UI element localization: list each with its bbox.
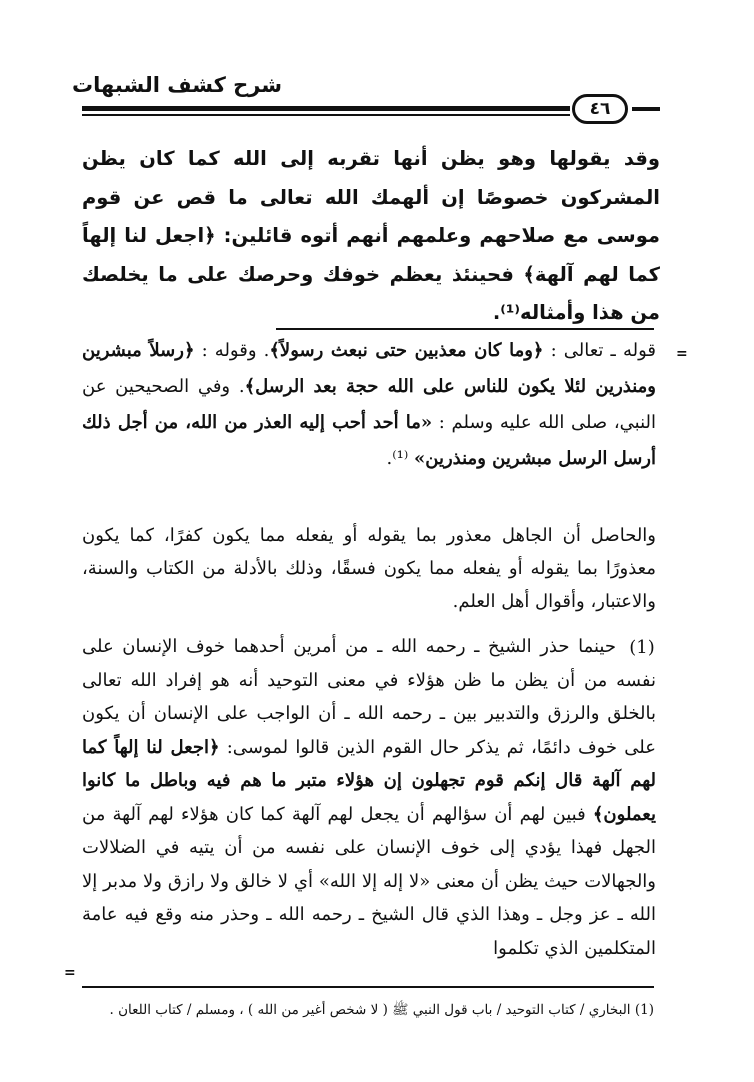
quote-text: . وفي الصحيحين عن النبي، صلى الله عليه وسلم : bbox=[82, 376, 656, 433]
header-rule-thick bbox=[82, 106, 570, 111]
quran-verse: ﴿اجعل لنا إلهاً كما لهم آلهة قال إنكم قوم تجهلون إن هؤلاء متبر ما هم فيه وباطل ما كانوا يعملون﴾ bbox=[82, 736, 656, 825]
quote-text: . وقوله : bbox=[194, 340, 270, 361]
quote-reference: ⁽¹⁾. bbox=[386, 448, 415, 469]
header-rule-right bbox=[632, 107, 660, 111]
page-number: ٤٦ bbox=[572, 94, 628, 124]
conclusion-paragraph: والحاصل أن الجاهل معذور بما يقوله أو يفعله مما يكون كفرًا، كما يكون معذورًا بما يقوله أو يفعله مما يكون فسقًا، وذلك بالأدلة من الكتاب والسنة، والاعتبار، وأقوال أهل العلم. bbox=[82, 525, 656, 612]
footnote-rule bbox=[82, 986, 654, 988]
bottom-footnote: (1) البخاري / كتاب التوحيد / باب قول النبي ﷺ ( لا شخص أغير من الله ) ، ومسلم / كتاب اللعان . bbox=[109, 1002, 654, 1018]
continuation-mark: = bbox=[64, 965, 76, 981]
quran-verse: ﴿رسلاً مبشرين ومنذرين لئلا يكون للناس على الله حجة بعد الرسل﴾ bbox=[82, 340, 656, 397]
footnote-marker: (1) bbox=[629, 637, 655, 658]
running-header-title: شرح كشف الشبهات bbox=[72, 73, 282, 97]
hadith-quote: «ما أحد أحب إليه العذر من الله، من أجل ذلك أرسل الرسل مبشرين ومنذرين» bbox=[82, 412, 656, 469]
section-divider bbox=[276, 328, 654, 330]
quran-verse: ﴿وما كان معذبين حتى نبعث رسولاً﴾ bbox=[269, 340, 544, 361]
footnote-commentary bbox=[82, 630, 656, 965]
footnote-text: فبين لهم أن سؤالهم أن يجعل لهم آلهة كما كان هؤلاء لهم آلهة من الجهل فهذا يؤدي إلى خوف الإنسان على نفسه من أن يتيه في الضلالات والجهالات حيث يظن أن معنى «لا إله إلا الله» أي لا خالق ولا رازق ولا مدبر إلا الله ـ عز وجل ـ وهذا الذي قال الشيخ ـ رحمه الله ـ وحذر منه وقع فيه عامة المتكلمين الذي تكلموا bbox=[82, 803, 656, 959]
quote-text: قوله ـ تعالى : bbox=[543, 340, 656, 361]
quote-paragraph bbox=[82, 333, 656, 477]
main-paragraph: وقد يقولها وهو يظن أنها تقربه إلى الله كما كان يظن المشركون خصوصًا إن ألهمك الله تعالى ما قص عن قوم موسى مع صلاحهم وعلمهم أنهم أتوه قائلين: ﴿اجعل لنا إلهاً كما لهم آلهة﴾ فحينئذ يعظم خوفك وحرصك على ما يخلصك من هذا وأمثاله⁽¹⁾. bbox=[82, 147, 660, 324]
header-rule-thin bbox=[82, 114, 570, 116]
continuation-mark: = bbox=[676, 346, 688, 362]
footnote-text: حينما حذر الشيخ ـ رحمه الله ـ من أمرين أحدهما خوف الإنسان على نفسه من أن يظن ما ظن هؤلاء في معنى التوحيد أنه هو إفراد الله تعالى بالخلق والرزق والتدبير بين ـ رحمه الله ـ أن الواجب على الإنسان أن يكون على خوف دائمًا، ثم يذكر حال القوم الذين قالوا لموسى: bbox=[82, 636, 657, 758]
